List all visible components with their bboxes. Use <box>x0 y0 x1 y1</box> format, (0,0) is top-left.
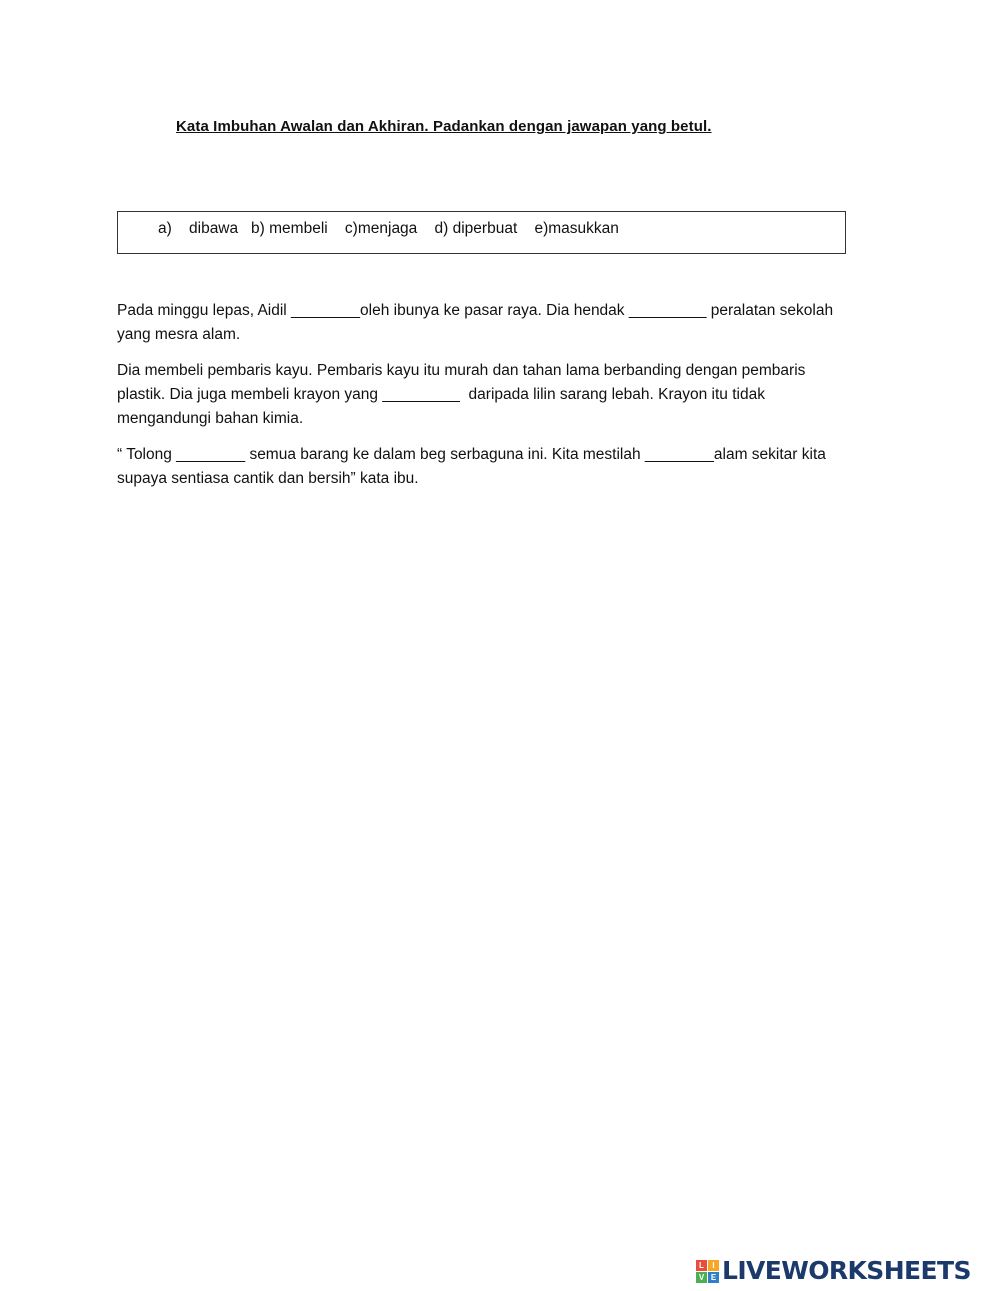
word-bank-options: a) dibawa b) membeli c)menjaga d) diperbuat e)masukkan <box>158 220 619 237</box>
worksheet-title: Kata Imbuhan Awalan dan Akhiran. Padankan dengan jawapan yang betul. <box>176 118 712 135</box>
paragraph-1 <box>117 299 877 347</box>
logo-mark-tile: I <box>708 1260 719 1271</box>
word-bank-box <box>117 211 846 254</box>
logo-text: LIVEWORKSHEETS <box>722 1256 971 1285</box>
paragraph-3 <box>117 443 877 491</box>
liveworksheets-logo <box>696 1257 971 1285</box>
paragraph-line: yang mesra alam. <box>117 326 241 343</box>
paragraph-line: Dia membeli pembaris kayu. Pembaris kayu itu murah dan tahan lama berbanding dengan pembaris <box>117 362 806 379</box>
paragraph-2 <box>117 359 877 431</box>
paragraph-line: Pada minggu lepas, Aidil ________oleh ibunya ke pasar raya. Dia hendak _________ peralatan sekolah <box>117 302 834 319</box>
logo-mark-tile: L <box>696 1260 707 1271</box>
logo-mark-tile: V <box>696 1272 707 1283</box>
logo-mark-tile: E <box>708 1272 719 1283</box>
paragraph-line: supaya sentiasa cantik dan bersih” kata ibu. <box>117 470 419 487</box>
paragraph-line: mengandungi bahan kimia. <box>117 410 304 427</box>
paragraph-line: plastik. Dia juga membeli krayon yang _________ daripada lilin sarang lebah. Krayon itu tidak <box>117 386 765 403</box>
paragraph-line: “ Tolong ________ semua barang ke dalam beg serbaguna ini. Kita mestilah ________alam sekitar kita <box>117 446 826 463</box>
logo-mark-icon <box>696 1260 719 1283</box>
